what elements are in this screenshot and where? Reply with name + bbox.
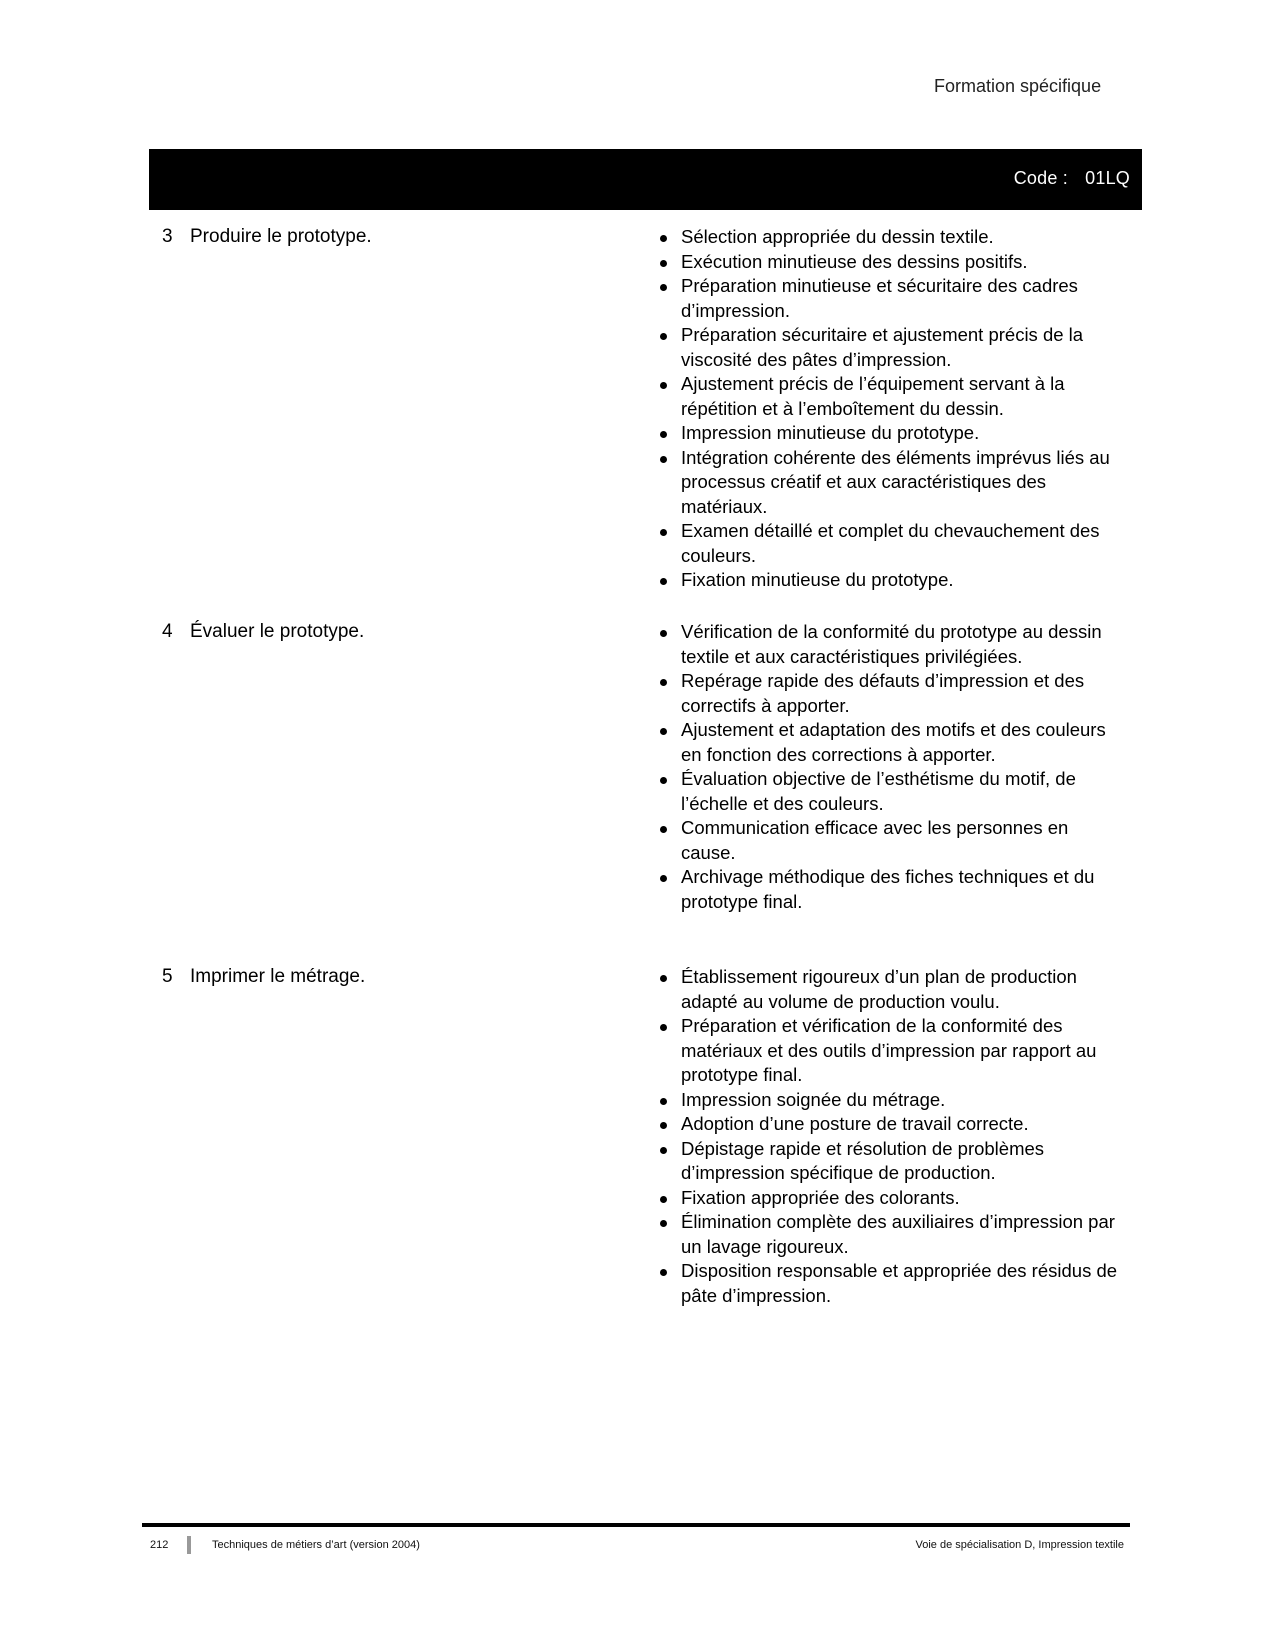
code-label: Code : [1013, 168, 1068, 188]
bullet-icon [660, 630, 667, 637]
specialization-track: Voie de spécialisation D, Impression textile [915, 1539, 1124, 1551]
bullet-icon [660, 578, 667, 585]
criterion: Préparation sécuritaire et ajustement précis de la viscosité des pâtes d’impression. [660, 323, 1125, 372]
element-title [162, 965, 652, 989]
criterion: Examen détaillé et complet du chevauchement des couleurs. [660, 519, 1125, 568]
bullet-icon [660, 1122, 667, 1129]
bullet-icon [660, 456, 667, 463]
code-bar [149, 149, 1142, 210]
footer-divider [187, 1536, 191, 1554]
criteria-list [660, 965, 1125, 1308]
bullet-icon [660, 284, 667, 291]
footer-rule [142, 1523, 1130, 1527]
criteria-list [660, 620, 1125, 914]
criterion: Impression soignée du métrage. [660, 1088, 1125, 1113]
criterion: Vérification de la conformité du prototype au dessin textile et aux caractéristiques privilégiées. [660, 620, 1125, 669]
criterion: Disposition responsable et appropriée des résidus de pâte d’impression. [660, 1259, 1125, 1308]
bullet-icon [660, 235, 667, 242]
criterion: Évaluation objective de l’esthétisme du motif, de l’échelle et des couleurs. [660, 767, 1125, 816]
bullet-icon [660, 826, 667, 833]
bullet-icon [660, 1269, 667, 1276]
element-number: 3 [162, 226, 173, 247]
bullet-icon [660, 333, 667, 340]
criterion: Fixation minutieuse du prototype. [660, 568, 1125, 593]
criterion: Intégration cohérente des éléments imprévus liés au processus créatif et aux caractéristiques des matériaux. [660, 446, 1125, 520]
criterion: Ajustement précis de l’équipement servant à la répétition et à l’emboîtement du dessin. [660, 372, 1125, 421]
criterion: Exécution minutieuse des dessins positifs. [660, 250, 1125, 275]
bullet-icon [660, 1024, 667, 1031]
criterion: Impression minutieuse du prototype. [660, 421, 1125, 446]
element-title [162, 620, 652, 644]
code-value: 01LQ [1085, 168, 1130, 188]
criterion: Établissement rigoureux d’un plan de production adapté au volume de production voulu. [660, 965, 1125, 1014]
criteria-list [660, 225, 1125, 593]
bullet-icon [660, 1098, 667, 1105]
element-number: 4 [162, 621, 173, 642]
criterion: Préparation minutieuse et sécuritaire des cadres d’impression. [660, 274, 1125, 323]
program-code [1014, 168, 1130, 189]
element-title [162, 225, 652, 249]
criterion: Archivage méthodique des fiches techniques et du prototype final. [660, 865, 1125, 914]
bullet-icon [660, 728, 667, 735]
bullet-icon [660, 777, 667, 784]
document-title: Techniques de métiers d’art (version 2004) [212, 1539, 420, 1551]
criterion: Préparation et vérification de la conformité des matériaux et des outils d’impression par rapport au prototype final. [660, 1014, 1125, 1088]
page-number: 212 [150, 1539, 169, 1551]
page-footer [150, 1536, 1124, 1556]
criterion: Communication efficace avec les personnes en cause. [660, 816, 1125, 865]
bullet-icon [660, 975, 667, 982]
criterion: Sélection appropriée du dessin textile. [660, 225, 1125, 250]
criterion: Ajustement et adaptation des motifs et des couleurs en fonction des corrections à apporter. [660, 718, 1125, 767]
element-label: Imprimer le métrage. [190, 966, 366, 987]
bullet-icon [660, 431, 667, 438]
element-label: Produire le prototype. [190, 226, 372, 247]
criterion: Élimination complète des auxiliaires d’impression par un lavage rigoureux. [660, 1210, 1125, 1259]
page-header: Formation spécifique [934, 76, 1102, 96]
element-number: 5 [162, 966, 173, 987]
criterion: Repérage rapide des défauts d’impression et des correctifs à apporter. [660, 669, 1125, 718]
element-label: Évaluer le prototype. [190, 621, 365, 642]
bullet-icon [660, 1147, 667, 1154]
bullet-icon [660, 260, 667, 267]
bullet-icon [660, 382, 667, 389]
bullet-icon [660, 875, 667, 882]
criterion: Adoption d’une posture de travail correcte. [660, 1112, 1125, 1137]
bullet-icon [660, 1220, 667, 1227]
bullet-icon [660, 1196, 667, 1203]
criterion: Fixation appropriée des colorants. [660, 1186, 1125, 1211]
bullet-icon [660, 529, 667, 536]
bullet-icon [660, 679, 667, 686]
criterion: Dépistage rapide et résolution de problèmes d’impression spécifique de production. [660, 1137, 1125, 1186]
